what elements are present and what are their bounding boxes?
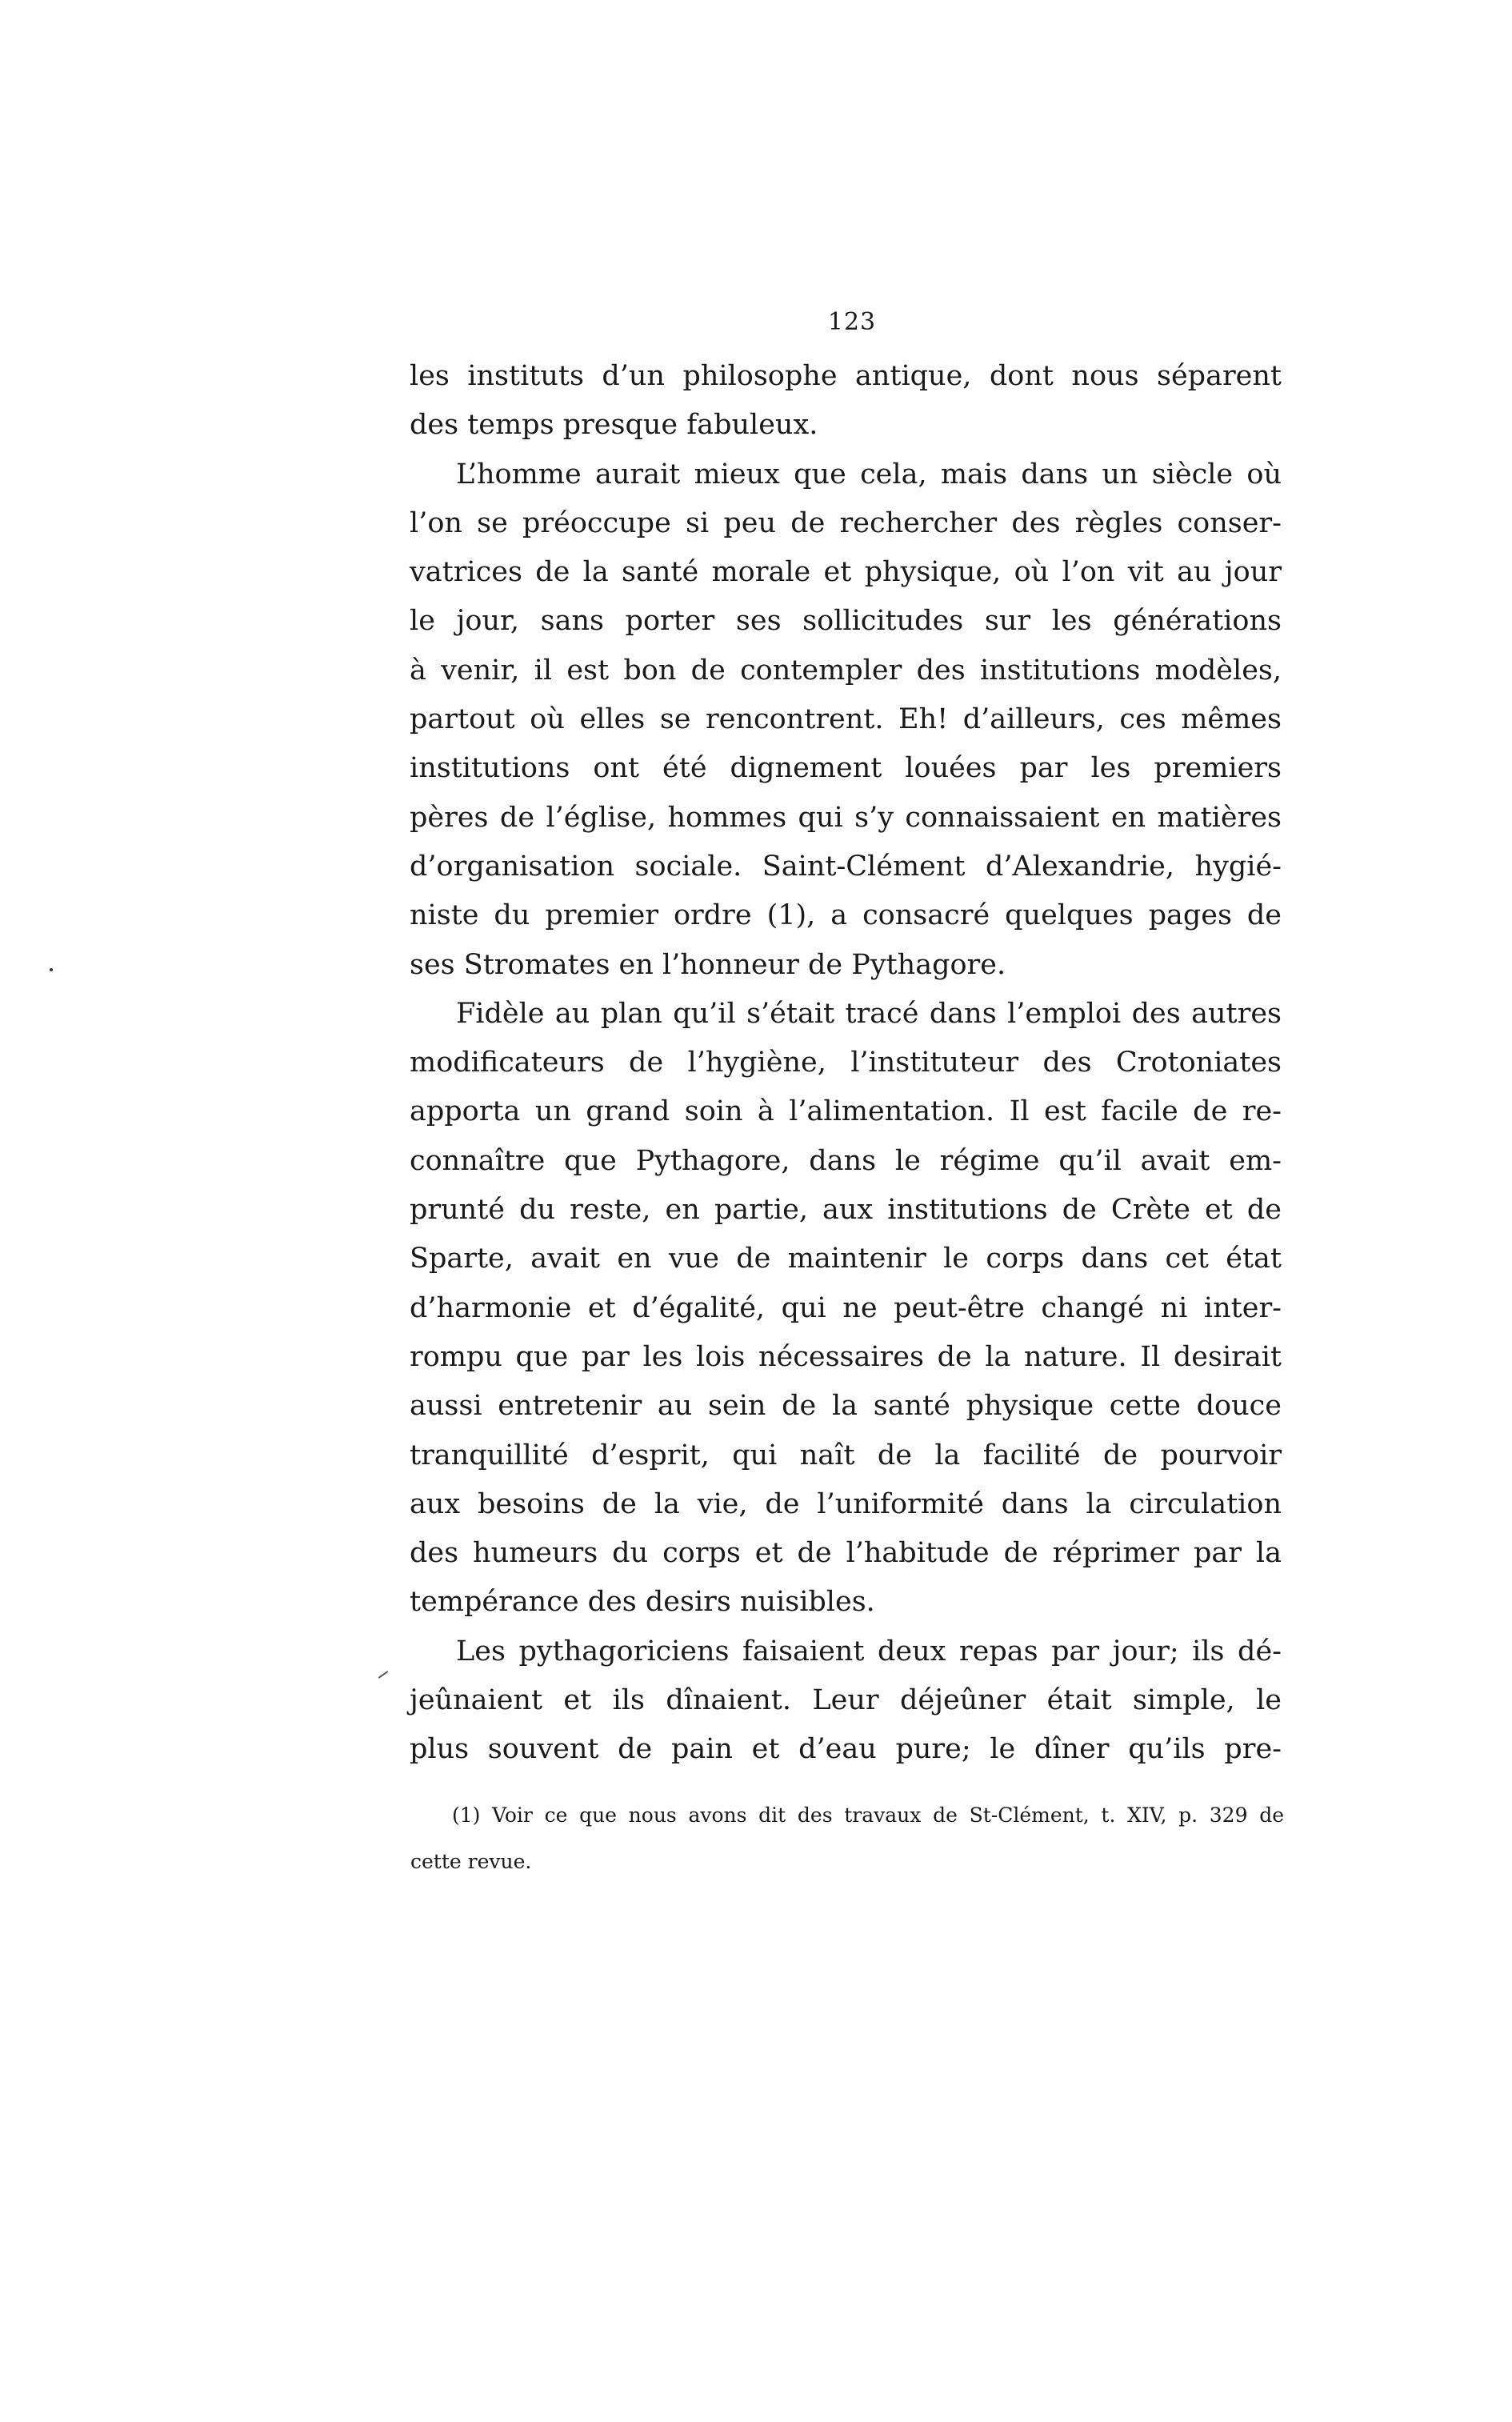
text-line: plus souvent de pain et d’eau pure; le dîner qu’ils pre- xyxy=(410,1733,1282,1766)
text-line: le jour, sans porter ses sollicitudes sur les générations xyxy=(410,605,1282,638)
text-line: connaître que Pythagore, dans le régime qu’il avait em- xyxy=(410,1144,1282,1177)
text-line: jeûnaient et ils dînaient. Leur déjeûner était simple, le xyxy=(410,1684,1282,1717)
text-line: aux besoins de la vie, de l’uniformité dans la circulation xyxy=(410,1487,1282,1520)
footnote-line: (1) Voir ce que nous avons dit des travaux de St-Clément, t. XIV, p. 329 de xyxy=(452,1803,1284,1827)
text-line: tempérance des desirs nuisibles. xyxy=(410,1586,875,1619)
text-line: à venir, il est bon de contempler des institutions modèles, xyxy=(410,654,1282,687)
text-line: institutions ont été dignement louées par les premiers xyxy=(410,752,1282,785)
text-line: rompu que par les lois nécessaires de la nature. Il desirait xyxy=(410,1340,1282,1373)
text-line: Sparte, avait en vue de maintenir le corps dans cet état xyxy=(410,1243,1282,1275)
text-line: Fidèle au plan qu’il s’était tracé dans l’emploi des autres xyxy=(456,997,1282,1030)
text-line: des temps presque fabuleux. xyxy=(410,409,818,442)
text-line: Les pythagoriciens faisaient deux repas par jour; ils dé- xyxy=(456,1635,1282,1667)
text-line: apporta un grand soin à l’alimentation. Il est facile de re- xyxy=(410,1095,1282,1128)
text-line: ses Stromates en l’honneur de Pythagore. xyxy=(410,948,1006,981)
text-line: niste du premier ordre (1), a consacré quelques pages de xyxy=(410,899,1282,932)
text-line: modificateurs de l’hygiène, l’instituteur des Crotoniates xyxy=(410,1047,1282,1079)
text-line: prunté du reste, en partie, aux institutions de Crète et de xyxy=(410,1194,1282,1227)
margin-speck xyxy=(378,1671,389,1679)
text-line: tranquillité d’esprit, qui naît de la facilité de pourvoir xyxy=(410,1439,1282,1471)
text-line: l’on se préoccupe si peu de rechercher des règles conser- xyxy=(410,506,1282,539)
footnote-line: cette revue. xyxy=(410,1850,532,1873)
text-line: partout où elles se rencontrent. Eh! d’ailleurs, ces mêmes xyxy=(410,703,1282,736)
body-text xyxy=(410,352,1282,1775)
text-line: pères de l’église, hommes qui s’y connaissaient en matières xyxy=(410,801,1282,834)
text-line: aussi entretenir au sein de la santé physique cette douce xyxy=(410,1390,1282,1423)
text-line: L’homme aurait mieux que cela, mais dans un siècle où xyxy=(456,458,1282,490)
text-line: d’harmonie et d’égalité, qui ne peut-être changé ni inter- xyxy=(410,1291,1282,1324)
page-number: 123 xyxy=(827,308,877,336)
margin-speck xyxy=(50,968,53,971)
text-line: d’organisation sociale. Saint-Clément d’Alexandrie, hygié- xyxy=(410,850,1282,883)
text-line: les instituts d’un philosophe antique, dont nous séparent xyxy=(410,360,1282,392)
text-line: vatrices de la santé morale et physique, où l’on vit au jour xyxy=(410,556,1282,589)
text-line: des humeurs du corps et de l’habitude de réprimer par la xyxy=(410,1537,1282,1570)
footnote xyxy=(410,1792,1284,1885)
